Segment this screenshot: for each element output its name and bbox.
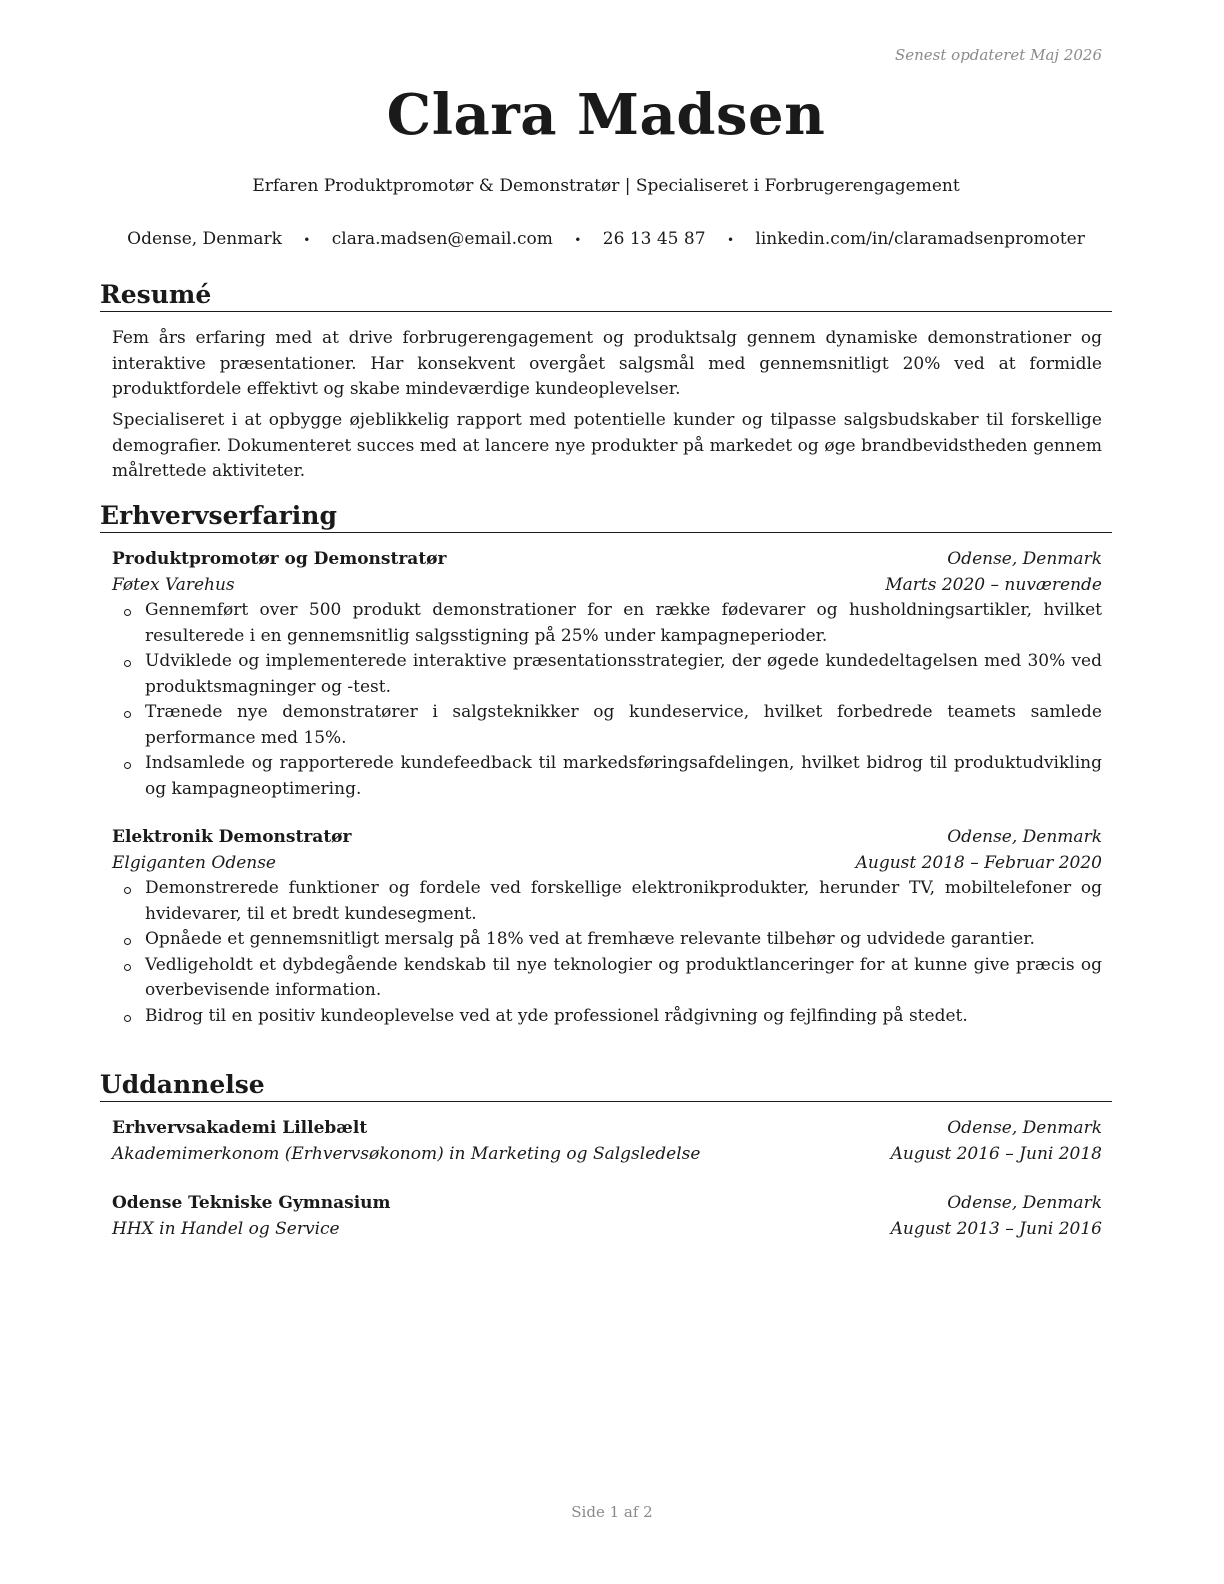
job-role: Elektronik Demonstratør bbox=[112, 827, 352, 847]
bullet-separator-icon: • bbox=[303, 232, 311, 247]
school-degree: Akademimerkonom (Erhvervsøkonom) in Marketing og Salgsledelse bbox=[112, 1143, 701, 1164]
school-dates: August 2016 – Juni 2018 bbox=[890, 1143, 1102, 1164]
job-company: Føtex Varehus bbox=[112, 574, 235, 595]
summary-paragraph: Specialiseret i at opbygge øjeblikkelig rapport med potentielle kunder og tilpasse salgsbudskaber til forskellige demografier. Dokumenteret succes med at lancere nye produkter på markedet og øge brandbevidstheden gennem målrettede aktiviteter. bbox=[112, 410, 1102, 481]
school-name: Odense Tekniske Gymnasium bbox=[112, 1193, 391, 1213]
school-location: Odense, Denmark bbox=[947, 1193, 1102, 1213]
list-item: Opnåede et gennemsnitligt mersalg på 18% ved at fremhæve relevante tilbehør og udvidede garantier. bbox=[145, 927, 1102, 953]
list-item: Gennemført over 500 produkt demonstrationer for en række fødevarer og husholdningsartikler, hvilket resulterede i en gennemsnitlig salgsstigning på 25% under kampagneperioder. bbox=[145, 598, 1102, 649]
section-title-education: Uddannelse bbox=[100, 1070, 1112, 1102]
candidate-name: Clara Madsen bbox=[386, 82, 826, 148]
school-location: Odense, Denmark bbox=[947, 1118, 1102, 1138]
job-company: Elgiganten Odense bbox=[112, 852, 276, 873]
section-title-summary: Resumé bbox=[100, 280, 1112, 312]
job-location: Odense, Denmark bbox=[947, 549, 1102, 569]
list-item: Trænede nye demonstratører i salgsteknikker og kundeservice, hvilket forbedrede teamets samlede performance med 15%. bbox=[145, 700, 1102, 751]
school-degree: HHX in Handel og Service bbox=[112, 1218, 340, 1239]
job-bullets bbox=[112, 876, 1102, 1029]
job-bullets bbox=[112, 598, 1102, 802]
school-dates: August 2013 – Juni 2016 bbox=[890, 1218, 1102, 1239]
contact-phone[interactable]: 26 13 45 87 bbox=[602, 229, 706, 249]
list-item: Demonstrerede funktioner og fordele ved forskellige elektronikprodukter, herunder TV, mobiltelefoner og hvidevarer, til et bredt kundesegment. bbox=[145, 876, 1102, 927]
education-entry bbox=[112, 1116, 1102, 1167]
list-item: Vedligeholdt et dybdegående kendskab til nye teknologier og produktlanceringer for at kunne give præcis og overbevisende information. bbox=[145, 953, 1102, 1004]
section-title-experience: Erhvervserfaring bbox=[100, 501, 1112, 533]
contact-email[interactable]: clara.madsen@email.com bbox=[331, 229, 553, 249]
contact-line bbox=[100, 229, 1112, 249]
job-entry bbox=[112, 825, 1102, 1029]
tagline: Erfaren Produktpromotør & Demonstratør | Specialiseret i Forbrugerengagement bbox=[252, 176, 960, 196]
job-dates: August 2018 – Februar 2020 bbox=[855, 852, 1102, 873]
job-location: Odense, Denmark bbox=[947, 827, 1102, 847]
job-entry bbox=[112, 547, 1102, 802]
summary-paragraph: Fem års erfaring med at drive forbrugerengagement og produktsalg gennem dynamiske demonstrationer og interaktive præsentationer. Har konsekvent overgået salgsmål med gennemsnitligt 20% ved at formidle produktfordele effektivt og skabe mindeværdige kundeoplevelser. bbox=[112, 328, 1102, 399]
page-number: Side 1 af 2 bbox=[571, 1503, 653, 1521]
list-item: Indsamlede og rapporterede kundefeedback til markedsføringsafdelingen, hvilket bidrog til produktudvikling og kampagneoptimering. bbox=[145, 751, 1102, 802]
bullet-separator-icon: • bbox=[726, 232, 735, 247]
job-dates: Marts 2020 – nuværende bbox=[885, 574, 1102, 595]
list-item: Udviklede og implementerede interaktive præsentationsstrategier, der øgede kundedeltagelsen med 30% ved produktsmagninger og -test. bbox=[145, 649, 1102, 700]
list-item: Bidrog til en positiv kundeoplevelse ved at yde professionel rådgivning og fejlfinding på stedet. bbox=[145, 1004, 1102, 1030]
contact-location: Odense, Denmark bbox=[127, 229, 282, 249]
last-updated: Senest opdateret Maj 2026 bbox=[894, 46, 1102, 64]
education-entry bbox=[112, 1191, 1102, 1242]
school-name: Erhvervsakademi Lillebælt bbox=[112, 1118, 368, 1138]
contact-linkedin[interactable]: linkedin.com/in/claramadsenpromoter bbox=[755, 229, 1085, 249]
bullet-separator-icon: • bbox=[574, 232, 582, 247]
job-role: Produktpromotør og Demonstratør bbox=[112, 549, 447, 569]
